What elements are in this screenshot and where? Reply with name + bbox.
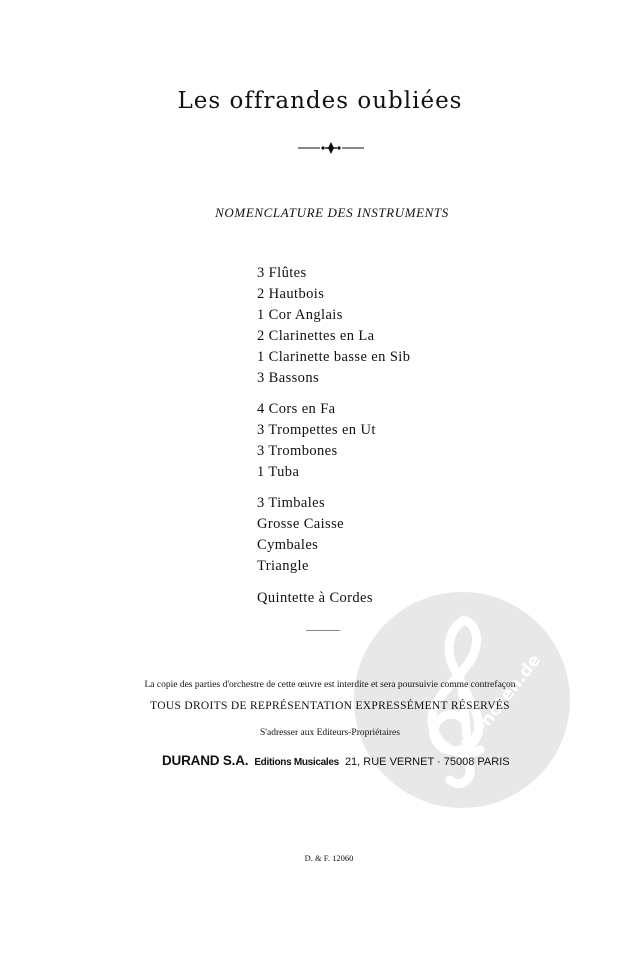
instrument-item: 1 Tuba bbox=[257, 464, 300, 480]
instrument-item: 3 Timbales bbox=[257, 495, 326, 511]
publisher-street: 21, RUE VERNET · 75008 PARIS bbox=[344, 756, 510, 768]
instrument-item: Cymbales bbox=[257, 537, 319, 553]
instrument-item: Triangle bbox=[257, 558, 309, 574]
instrument-item: 2 Clarinettes en La bbox=[257, 328, 375, 344]
publisher-name: DURAND S.A. bbox=[162, 753, 249, 768]
work-title: Les offrandes oubliées bbox=[177, 88, 463, 114]
ornament-divider bbox=[298, 138, 364, 158]
copy-notice: La copie des parties d'orchestre de cette œuvre est interdite et sera poursuivie comme contrefaçon bbox=[144, 680, 516, 690]
instrument-item: 1 Clarinette basse en Sib bbox=[257, 349, 411, 365]
instrument-item: Grosse Caisse bbox=[257, 516, 344, 532]
divider-line bbox=[306, 630, 340, 631]
instrument-item: 2 Hautbois bbox=[257, 286, 325, 302]
plate-number: D. & F. 12060 bbox=[304, 853, 354, 863]
instrument-item: 3 Trombones bbox=[257, 443, 338, 459]
instrument-item: 1 Cor Anglais bbox=[257, 307, 343, 323]
rights-notice: TOUS DROITS DE REPRÉSENTATION EXPRESSÉMENT RÉSERVÉS bbox=[150, 700, 510, 712]
instrument-item: 3 Flûtes bbox=[257, 265, 307, 281]
instrument-item: 4 Cors en Fa bbox=[257, 401, 336, 417]
instrument-item: Quintette à Cordes bbox=[257, 590, 373, 606]
instrument-item: 3 Trompettes en Ut bbox=[257, 422, 376, 438]
svg-text:alle-noten.de: alle-noten.de bbox=[450, 650, 546, 764]
section-heading: NOMENCLATURE DES INSTRUMENTS bbox=[215, 205, 449, 220]
publisher-imprint bbox=[162, 752, 510, 770]
publisher-address-line: S'adresser aux Editeurs-Propriétaires bbox=[260, 728, 400, 738]
publisher-editions: Editions Musicales bbox=[254, 757, 339, 768]
instrument-item: 3 Bassons bbox=[257, 370, 320, 386]
